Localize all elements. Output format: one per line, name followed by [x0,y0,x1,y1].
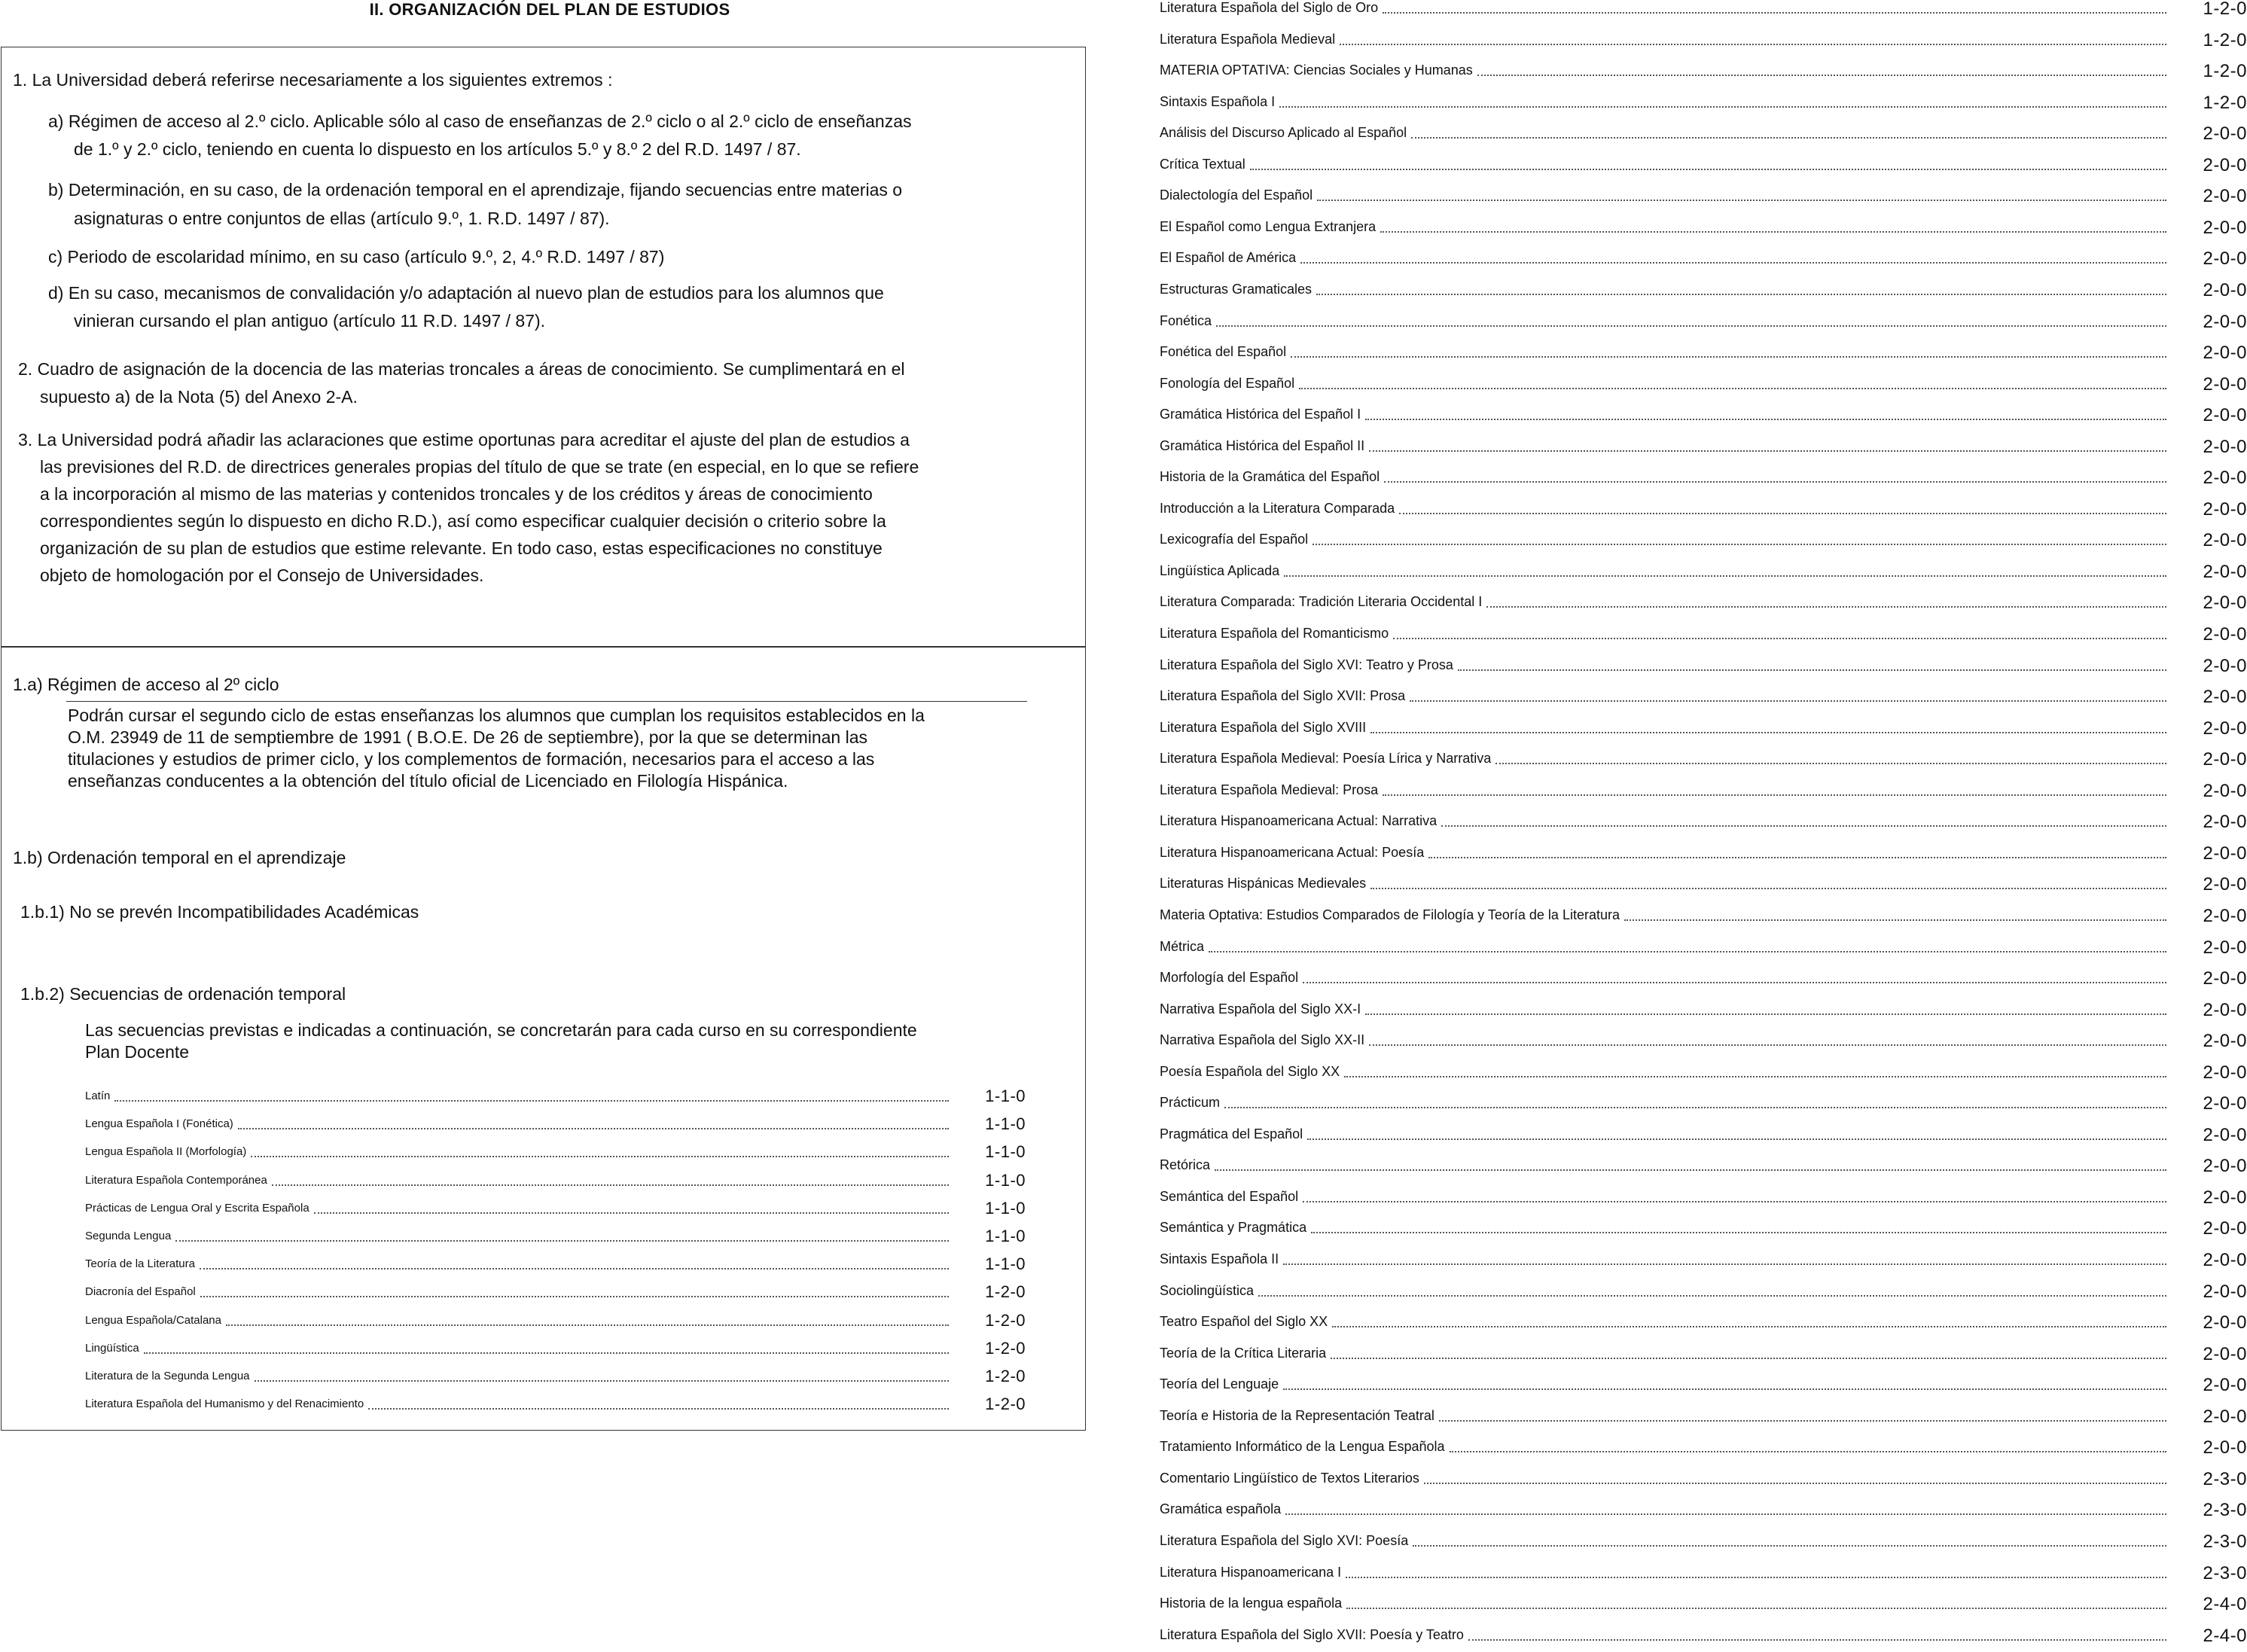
dot-leader [1283,1388,2166,1390]
page-title: II. ORGANIZACIÓN DEL PLAN DE ESTUDIOS [369,0,730,19]
sequence-code: 2-0-0 [2203,1250,2247,1270]
sequence-row [1160,1527,2247,1559]
subject-name: Teoría del Lenguaje [1160,1376,1279,1392]
subject-name: Literatura Española Contemporánea [85,1173,267,1187]
dot-leader [1299,388,2166,389]
dot-leader [1365,1013,2166,1015]
intro-item-b-line2: asignaturas o entre conjuntos de ellas (artículo 9.º, 1. R.D. 1497 / 87). [74,209,610,228]
sequence-row [1160,901,2247,933]
dot-leader [1317,200,2166,201]
sequence-code: 2-0-0 [2203,217,2247,238]
sequence-row [1160,401,2247,432]
sequence-row [1160,463,2247,495]
intro-item-a-line1: a) Régimen de acceso al 2.º ciclo. Aplicable sólo al caso de enseñanzas de 2.º ciclo o al 2.º ciclo de enseñanzas [48,111,912,131]
subject-name: Gramática española [1160,1501,1282,1517]
sequence-row [1160,807,2247,839]
sequence-code: 2-0-0 [2203,1187,2247,1208]
dot-leader [1284,575,2166,577]
sequence-code: 2-0-0 [2203,1406,2247,1427]
sequence-code: 2-3-0 [2203,1500,2247,1521]
subject-name: Literatura Española del Siglo XVI: Poesía [1160,1532,1409,1548]
sequence-code: 2-0-0 [2203,1031,2247,1052]
intro-point-3-line5: organización de su plan de estudios que estime relevante. En todo caso, estas especificaciones no constituye [40,538,883,558]
sequence-row [85,1362,1026,1390]
sequence-row [1160,1590,2247,1621]
sequence-row [1160,119,2247,151]
sequence-row [1160,588,2247,620]
dot-leader [314,1212,949,1214]
intro-point-3-line6: objeto de homologación por el Consejo de Universidades. [40,565,484,585]
sequence-row [85,1110,1026,1138]
subject-name: Fonética [1160,312,1212,328]
dot-leader [1370,888,2166,889]
sequence-code: 2-0-0 [2203,154,2247,175]
sequence-row [1160,26,2247,57]
subject-name: Literatura Española del Humanismo y del Renacimiento [85,1397,364,1411]
dot-leader [1624,919,2166,921]
sequence-row [1160,495,2247,526]
subject-name: Análisis del Discurso Aplicado al Español [1160,125,1407,141]
sequence-row [1160,1621,2247,1652]
subject-name: Semántica y Pragmática [1160,1220,1307,1236]
sequence-row [1160,307,2247,339]
sequence-code: 1-1-0 [985,1198,1026,1218]
dot-leader [1340,44,2166,45]
sequence-code: 2-0-0 [2203,530,2247,551]
dot-leader [114,1100,949,1102]
dot-leader [1410,700,2166,702]
subject-name: Comentario Lingüístico de Textos Literarios [1160,1470,1419,1486]
sequence-row [85,1082,1026,1110]
dot-leader [1477,75,2166,76]
sequence-row [1160,745,2247,776]
subject-name: Sintaxis Española II [1160,1251,1279,1266]
dot-leader [1307,1138,2166,1140]
intro-point-1: 1. La Universidad deberá referirse necesariamente a los siguientes extremos : [13,70,613,90]
dot-leader [1365,419,2166,420]
subject-name: Literatura Española del Siglo XVII: Prosa [1160,688,1406,704]
subject-name: Literatura Española Medieval [1160,31,1336,47]
sequence-row [85,1222,1026,1250]
subject-name: Literaturas Hispánicas Medievales [1160,876,1367,892]
dot-leader [200,1296,949,1297]
intro-point-3-line2: las previsiones del R.D. de directrices generales propias del título de que se trate (en especial, en lo que se refiere [40,457,919,477]
sequence-row [1160,839,2247,870]
sequence-code: 1-1-0 [985,1254,1026,1274]
sequence-code: 2-0-0 [2203,812,2247,833]
sequence-row [1160,1026,2247,1058]
subject-name: Sociolingüística [1160,1282,1255,1298]
subject-name: Literatura Española del Siglo XVIII [1160,719,1367,735]
subject-name: Sintaxis Española I [1160,93,1276,109]
sequence-code: 2-3-0 [2203,1531,2247,1552]
subject-name: Prácticum [1160,1095,1221,1111]
dot-leader [1383,794,2166,796]
sequence-row [1160,1277,2247,1309]
subject-name: Literatura Hispanoamericana Actual: Narrativa [1160,813,1438,829]
intro-point-2-line2: supuesto a) de la Nota (5) del Anexo 2-A. [40,387,358,407]
sequence-code: 1-2-0 [2203,61,2247,82]
subject-name: Latín [85,1090,111,1102]
sequence-code: 2-0-0 [2203,1062,2247,1083]
subject-name: El Español como Lengua Extranjera [1160,218,1377,234]
sequence-row [1160,338,2247,370]
sequence-code: 2-0-0 [2203,498,2247,520]
dot-leader [1331,1358,2166,1359]
subject-name: Métrica [1160,938,1205,954]
sequence-row [1160,56,2247,88]
section-1b-heading: 1.b) Ordenación temporal en el aprendizaje [13,848,346,867]
sequence-code: 2-0-0 [2203,968,2247,989]
sequence-code: 2-0-0 [2203,937,2247,958]
intro-item-d-line2: vinieran cursando el plan antiguo (artículo 11 R.D. 1497 / 87). [74,311,546,331]
dot-leader [1380,231,2166,233]
intro-point-3-line1: 3. La Universidad podrá añadir las aclaraciones que estime oportunas para acreditar el ajuste del plan de estudios a [18,430,910,450]
sequence-code: 2-0-0 [2203,1156,2247,1177]
intro-point-3-line3: a la incorporación al mismo de las materias y contenidos troncales y de los créditos y áreas de conocimiento [40,484,873,504]
dot-leader [1393,638,2166,639]
dot-leader [238,1128,949,1129]
sequence-code: 1-1-0 [985,1227,1026,1245]
sequence-row [1160,1245,2247,1277]
sequence-row [85,1334,1026,1362]
subject-name: Segunda Lengua [85,1230,172,1242]
dot-leader [272,1184,949,1186]
subject-name: El Español de América [1160,250,1297,266]
sequence-code: 2-0-0 [2203,1218,2247,1239]
sequence-code: 2-0-0 [2203,561,2247,582]
subject-name: Introducción a la Literatura Comparada [1160,500,1395,516]
sequence-row [1160,1559,2247,1590]
sequence-row [85,1138,1026,1166]
sequence-row [1160,651,2247,683]
sequence-row [1160,557,2247,589]
sequence-code: 1-1-0 [985,1170,1026,1190]
dot-leader [1313,544,2166,545]
subject-name: Teatro Español del Siglo XX [1160,1314,1328,1330]
subject-name: Literatura de la Segunda Lengua [85,1370,250,1382]
dot-leader [1411,137,2166,139]
subject-name: Semántica del Español [1160,1188,1299,1204]
section-1b1-heading: 1.b.1) No se prevén Incompatibilidades Académicas [20,902,419,922]
dot-leader [1224,1107,2166,1108]
dot-leader [1258,1295,2166,1297]
sequence-row [1160,1402,2247,1434]
sequence-row [1160,1370,2247,1402]
sequence-code: 2-3-0 [2203,1562,2247,1583]
sequence-code: 2-0-0 [2203,311,2247,332]
sequence-code: 2-0-0 [2203,593,2247,614]
dot-leader [200,1268,949,1269]
sequence-code: 1-2-0 [985,1282,1026,1302]
dot-leader [1303,1201,2166,1202]
sequence-row [1160,1120,2247,1152]
sequence-code: 2-0-0 [2203,843,2247,864]
sequence-code: 2-0-0 [2203,123,2247,145]
subject-name: Poesía Española del Siglo XX [1160,1063,1340,1079]
dot-leader [1369,450,2166,452]
dot-leader [1428,857,2166,858]
subject-name: Narrativa Española del Siglo XX-I [1160,1001,1361,1016]
sequence-row [1160,995,2247,1027]
sequence-row [1160,1058,2247,1090]
dot-leader [255,1380,949,1382]
section-1a-heading: 1.a) Régimen de acceso al 2º ciclo [13,675,279,694]
dot-leader [1283,1263,2166,1265]
sequence-code: 1-2-0 [985,1367,1026,1385]
dot-leader [1458,669,2166,671]
sequence-code: 2-4-0 [2203,1594,2247,1615]
subject-name: Prácticas de Lengua Oral y Escrita Española [85,1201,309,1215]
dot-leader [1346,1577,2166,1578]
sequence-row [1160,213,2247,245]
sequence-code: 1-2-0 [985,1310,1026,1330]
dot-leader [1311,1232,2166,1233]
intro-item-a-line2: de 1.º y 2.º ciclo, teniendo en cuenta lo dispuesto en los artículos 5.º y 8.º 2 del R.D. 1497 / 87. [74,139,801,159]
subject-name: Crítica Textual [1160,156,1245,172]
dot-leader [1285,1513,2166,1515]
dot-leader [1332,1326,2166,1327]
subject-name: Teoría de la Crítica Literaria [1160,1345,1327,1361]
subject-name: Dialectología del Español [1160,187,1313,203]
subject-name: Lengua Española I (Fonética) [85,1117,233,1131]
sequence-code: 1-2-0 [985,1394,1026,1414]
sequence-code: 2-0-0 [2203,1343,2247,1364]
subject-name: Literatura Comparada: Tradición Literaria Occidental I [1160,594,1483,610]
section-1a-line2: O.M. 23949 de 11 de semptiembre de 1991 ( B.O.E. De 26 de septiembre), por la que se determinan las [68,727,867,747]
sequence-code: 1-2-0 [985,1338,1026,1358]
dot-leader [368,1408,949,1410]
subject-name: Lexicografía del Español [1160,532,1309,547]
dot-leader [144,1352,949,1354]
subject-name: Historia de la lengua española [1160,1596,1343,1611]
sequence-code: 2-0-0 [2203,468,2247,489]
sequence-row [1160,776,2247,808]
subject-name: Diacronía del Español [85,1285,196,1299]
sequence-code: 2-0-0 [2203,749,2247,770]
sequence-row [1160,870,2247,901]
subject-name: Literatura Española del Romanticismo [1160,626,1389,641]
dot-leader [1346,1608,2166,1609]
dot-leader [226,1324,949,1326]
sequence-row [1160,432,2247,464]
sequence-code: 2-0-0 [2203,248,2247,270]
sequence-row [1160,1340,2247,1371]
sequence-row [1160,276,2247,307]
sequence-code: 2-0-0 [2203,624,2247,645]
subject-name: Retórica [1160,1157,1211,1173]
dot-leader [1209,951,2166,952]
subject-name: Teoría de la Literatura [85,1257,195,1271]
subject-name: Lingüística [85,1341,139,1355]
sequence-code: 2-0-0 [2203,780,2247,801]
dot-leader [1279,106,2166,108]
sequence-code: 1-1-0 [985,1142,1026,1162]
sequence-row [85,1278,1026,1306]
sequence-code: 2-0-0 [2203,1312,2247,1333]
sequence-code: 2-4-0 [2203,1625,2247,1646]
section-1a-line3: titulaciones y estudios de primer ciclo, y los complementos de formación, necesarios para el acceso a las [68,749,875,769]
dot-leader [1383,12,2166,14]
sequence-row [1160,964,2247,995]
subject-name: Literatura Hispanoamericana I [1160,1564,1342,1580]
sequence-row [1160,370,2247,401]
subject-name: MATERIA OPTATIVA: Ciencias Sociales y Humanas [1160,62,1473,78]
subject-name: Pragmática del Español [1160,1126,1303,1141]
subject-name: Fonología del Español [1160,375,1295,391]
sequence-code: 2-0-0 [2203,655,2247,676]
sequence-row [1160,1495,2247,1527]
sequence-row [1160,1214,2247,1245]
sequence-code: 1-1-0 [985,1087,1026,1105]
sequence-code: 1-2-0 [2203,0,2247,19]
section-1a-rule [66,701,1027,702]
subject-name: Morfología del Español [1160,970,1299,986]
sequence-row [1160,1433,2247,1465]
sequence-row [1160,88,2247,120]
section-1a-line1: Podrán cursar el segundo ciclo de estas enseñanzas los alumnos que cumplan los requisitos establecidos en la [68,706,925,725]
subject-name: Literatura Española Medieval: Poesía Lírica y Narrativa [1160,751,1492,767]
dot-leader [1413,1545,2166,1547]
sequence-row [1160,0,2247,26]
sequence-row [1160,1151,2247,1183]
subject-name: Gramática Histórica del Español I [1160,407,1361,422]
dot-leader [1441,825,2166,827]
sequence-row [1160,1308,2247,1340]
subject-name: Lengua Española II (Morfología) [85,1145,247,1159]
dot-leader [1495,763,2166,764]
sequence-row [1160,151,2247,182]
dot-leader [1370,732,2166,733]
sequence-row [1160,1089,2247,1120]
intro-item-d-line1: d) En su caso, mecanismos de convalidación y/o adaptación al nuevo plan de estudios para los alumnos que [48,283,884,303]
dot-leader [1424,1483,2166,1484]
sequence-code: 2-0-0 [2203,1093,2247,1114]
subject-name: Gramática Histórica del Español II [1160,437,1365,453]
dot-leader [1344,1076,2166,1077]
intro-item-b-line1: b) Determinación, en su caso, de la ordenación temporal en el aprendizaje, fijando secuencias entre materias o [48,180,903,200]
sequence-code: 2-0-0 [2203,999,2247,1020]
sequence-code: 2-0-0 [2203,1437,2247,1458]
sequence-row [1160,1183,2247,1215]
dot-leader [1384,481,2166,483]
subject-name: Literatura Española Medieval: Prosa [1160,782,1379,797]
dot-leader [251,1156,949,1157]
subject-name: Tratamiento Informático de la Lengua Española [1160,1439,1445,1455]
sequence-row [85,1194,1026,1222]
section-1a-line4: enseñanzas conducentes a la obtención del título oficial de Licenciado en Filología Hispánica. [68,771,788,791]
dot-leader [1250,169,2166,170]
subject-name: Literatura Española del Siglo de Oro [1160,0,1379,15]
subject-name: Lingüística Aplicada [1160,562,1280,578]
dot-leader [1399,513,2166,514]
sequence-row [1160,244,2247,276]
dot-leader [1215,1169,2166,1171]
sequence-code: 2-0-0 [2203,405,2247,426]
dot-leader [1216,325,2166,327]
sequence-code: 2-0-0 [2203,905,2247,926]
section-1b2-text-line2: Plan Docente [85,1042,190,1062]
sequence-code: 2-0-0 [2203,1375,2247,1396]
sequence-code: 2-0-0 [2203,1281,2247,1302]
sequence-row [1160,933,2247,965]
sequence-code: 2-3-0 [2203,1468,2247,1489]
subject-name: Lengua Española/Catalana [85,1313,221,1327]
subject-name: Estructuras Gramaticales [1160,281,1313,297]
sequence-row [85,1166,1026,1194]
dot-leader [1468,1639,2166,1641]
dot-leader [1316,294,2166,295]
section-1b2-heading: 1.b.2) Secuencias de ordenación temporal [20,984,346,1004]
sequence-code: 2-0-0 [2203,279,2247,300]
sequence-row [1160,526,2247,557]
subject-name: Fonética del Español [1160,344,1287,360]
sequence-code: 1-2-0 [2203,29,2247,50]
sequence-row [1160,714,2247,745]
dot-leader [1303,982,2166,983]
subject-name: Narrativa Española del Siglo XX-II [1160,1032,1365,1048]
dot-leader [1486,606,2166,608]
dot-leader [1300,262,2166,264]
sequence-row [85,1306,1026,1334]
intro-point-2-line1: 2. Cuadro de asignación de la docencia de las materias troncales a áreas de conocimiento. Se cumplimentará en el [18,359,905,379]
sequence-row [85,1390,1026,1418]
sequence-row [1160,620,2247,651]
sequence-code: 2-0-0 [2203,874,2247,895]
subject-name: Historia de la Gramática del Español [1160,469,1380,485]
sequence-code: 2-0-0 [2203,1124,2247,1145]
dot-leader [175,1240,949,1242]
dot-leader [1369,1044,2166,1046]
sequence-code: 2-0-0 [2203,343,2247,364]
dot-leader [1439,1420,2166,1422]
subject-name: Literatura Española del Siglo XVI: Teatro y Prosa [1160,657,1453,672]
sequence-code: 2-0-0 [2203,373,2247,395]
sequence-code: 2-0-0 [2203,436,2247,457]
sequence-row [85,1250,1026,1278]
sequence-row [1160,1465,2247,1496]
sequence-code: 1-2-0 [2203,92,2247,113]
sequence-code: 2-0-0 [2203,718,2247,739]
subject-name: Literatura Hispanoamericana Actual: Poesía [1160,844,1425,860]
subject-name: Literatura Española del Siglo XVII: Poesía y Teatro [1160,1626,1464,1642]
sequence-row [1160,682,2247,714]
sequence-code: 2-0-0 [2203,186,2247,207]
dot-leader [1291,356,2166,358]
subject-name: Materia Optativa: Estudios Comparados de Filología y Teoría de la Literatura [1160,907,1620,922]
sequence-code: 1-1-0 [985,1114,1026,1134]
sequence-row [1160,181,2247,213]
intro-item-c: c) Periodo de escolaridad mínimo, en su caso (artículo 9.º, 2, 4.º R.D. 1497 / 87) [48,247,665,267]
section-1b2-text-line1: Las secuencias previstas e indicadas a continuación, se concretarán para cada curso en su correspondiente [85,1020,917,1040]
sequence-code: 2-0-0 [2203,687,2247,708]
dot-leader [1450,1451,2166,1452]
subject-name: Teoría e Historia de la Representación Teatral [1160,1407,1434,1423]
intro-point-3-line4: correspondientes según lo dispuesto en dicho R.D.), así como especificar cualquier decisión o criterio sobre la [40,511,886,531]
